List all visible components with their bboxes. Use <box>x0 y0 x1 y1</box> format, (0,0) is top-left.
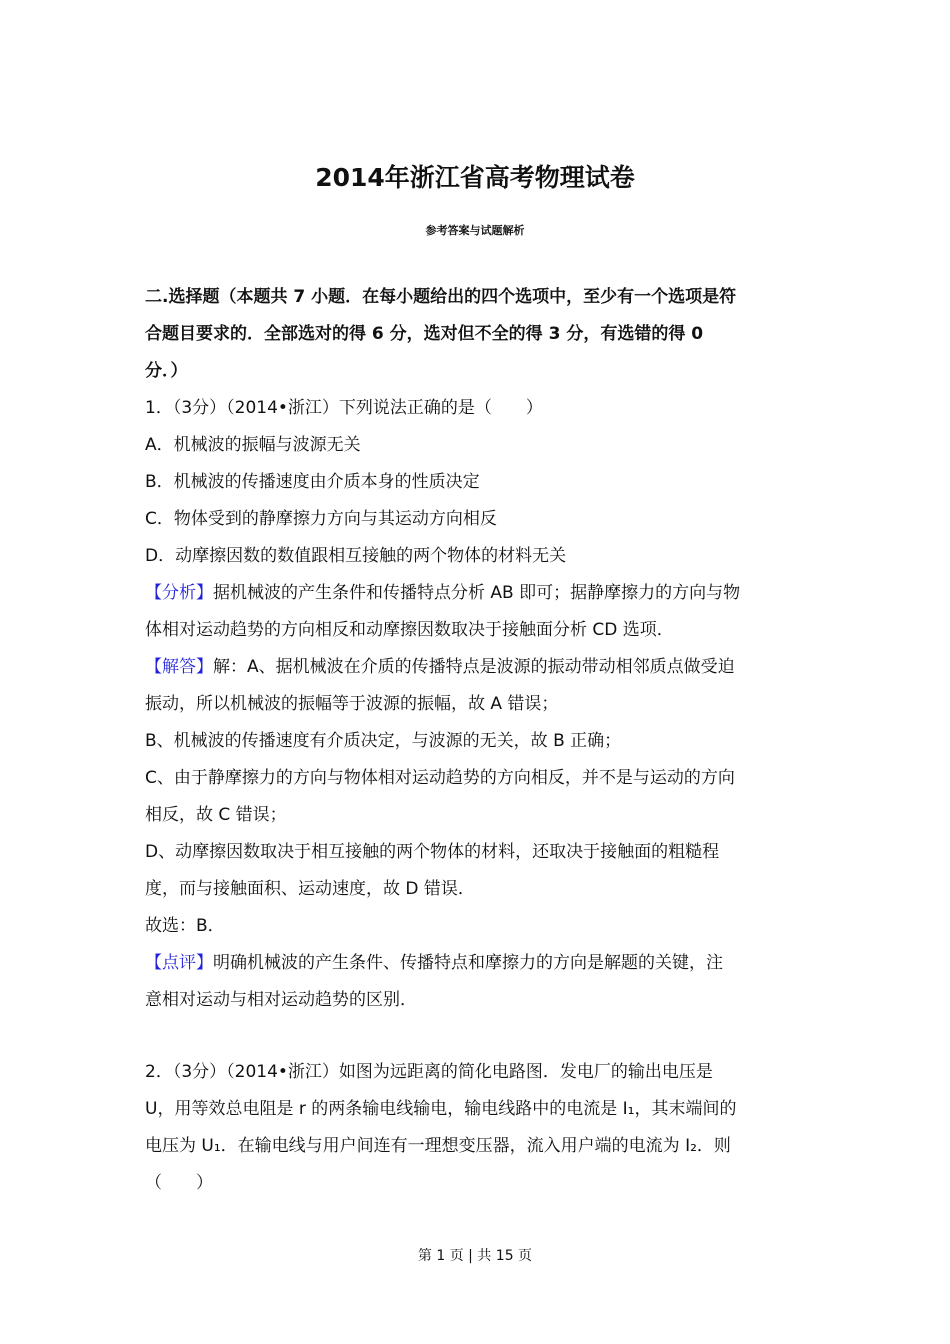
question-2 <box>145 1058 807 1206</box>
comment-line <box>145 949 807 986</box>
analysis-tag: 【分析】 <box>145 583 213 603</box>
option-a: A．机械波的振幅与波源无关 <box>145 435 361 455</box>
answer-line: C、由于静摩擦力的方向与物体相对运动趋势的方向相反，并不是与运动的方向 <box>145 768 735 788</box>
analysis-text: 据机械波的产生条件和传播特点分析 AB 即可；据静摩擦力的方向与物 <box>213 583 741 603</box>
answer-line: 相反，故 C 错误； <box>145 805 287 825</box>
comment-tag: 【点评】 <box>145 953 213 973</box>
question-1 <box>145 394 807 1023</box>
section-header <box>145 283 807 394</box>
document-subtitle: 参考答案与试题解析 <box>425 224 525 237</box>
section-header-line: 二.选择题（本题共 7 小题．在每小题给出的四个选项中，至少有一个选项是符 <box>145 287 737 307</box>
answer-tag: 【解答】 <box>145 657 213 677</box>
comment-text: 明确机械波的产生条件、传播特点和摩擦力的方向是解题的关键，注 <box>213 953 723 973</box>
answer-line: B、机械波的传播速度有介质决定，与波源的无关，故 B 正确； <box>145 731 622 751</box>
answer-line: 振动，所以机械波的振幅等于波源的振幅，故 A 错误； <box>145 694 559 714</box>
answer-text: 解：A、据机械波在介质的传播特点是波源的振动带动相邻质点做受迫 <box>213 657 735 677</box>
document-body <box>145 283 807 1206</box>
answer-line: D、动摩擦因数取决于相互接触的两个物体的材料，还取决于接触面的粗糙程 <box>145 842 720 862</box>
option-d: D．动摩擦因数的数值跟相互接触的两个物体的材料无关 <box>145 546 567 566</box>
page-footer: 第 1 页 | 共 15 页 <box>417 1248 533 1264</box>
option-c: C．物体受到的静摩擦力方向与其运动方向相反 <box>145 509 497 529</box>
document-title: 2014年浙江省高考物理试卷 <box>315 163 635 192</box>
comment-line: 意相对运动与相对运动趋势的区别． <box>145 990 417 1010</box>
section-header-line: 合题目要求的．全部选对的得 6 分，选对但不全的得 3 分，有选错的得 0 <box>145 324 704 344</box>
answer-choice: 故选：B． <box>145 916 225 936</box>
question-stem: 2．（3分）（2014•浙江）如图为远距离的简化电路图．发电厂的输出电压是 <box>145 1062 713 1082</box>
option-b: B．机械波的传播速度由介质本身的性质决定 <box>145 472 480 492</box>
question-stem: 1．（3分）（2014•浙江）下列说法正确的是（ ） <box>145 398 543 418</box>
answer-line <box>145 653 807 690</box>
section-header-line: 分．） <box>145 361 188 381</box>
question-stem: （ ） <box>145 1173 213 1193</box>
answer-line: 度，而与接触面积、运动速度，故 D 错误． <box>145 879 475 899</box>
question-stem: U，用等效总电阻是 r 的两条输电线输电，输电线路中的电流是 I₁，其末端间的 <box>145 1099 737 1119</box>
spacer <box>145 1023 807 1058</box>
analysis-line: 体相对运动趋势的方向相反和动摩擦因数取决于接触面分析 CD 选项． <box>145 620 674 640</box>
question-stem: 电压为 U₁．在输电线与用户间连有一理想变压器，流入用户端的电流为 I₂．则 <box>145 1136 731 1156</box>
analysis-line <box>145 579 807 616</box>
